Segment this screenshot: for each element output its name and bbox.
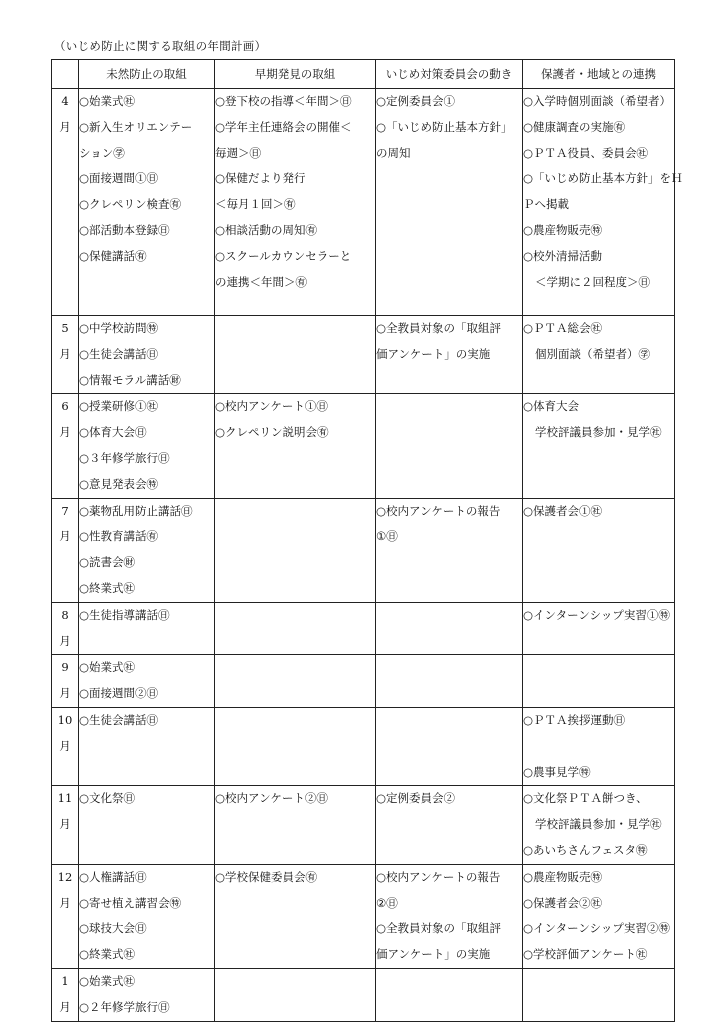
committee-item: ○定例委員会① <box>376 94 456 108</box>
prevention-item: ○中学校訪問㊕ <box>79 321 159 335</box>
detection-cell <box>215 864 376 968</box>
month-cell <box>52 89 79 316</box>
prevention-item: ○保健講話㊒ <box>79 248 147 263</box>
committee-item: の周知 <box>376 145 411 160</box>
month-label: 1 <box>61 973 69 988</box>
month-label: 月 <box>59 346 71 361</box>
community-item: ○体育大会 <box>523 399 580 414</box>
detection-cell <box>215 498 376 602</box>
prevention-item: ○意見発表会㊕ <box>79 476 159 491</box>
prevention-item: ○終業式㊓ <box>79 580 136 595</box>
committee-cell <box>376 394 523 498</box>
prevention-item: ○始業式㊓ <box>79 660 136 675</box>
header-prevention: 未然防止の取組 <box>79 60 215 89</box>
community-cell <box>523 602 675 655</box>
table-row <box>52 602 675 655</box>
detection-item: ○学校保健委員会㊒ <box>215 869 318 884</box>
community-item: ○農産物販売㊕ <box>523 869 603 884</box>
month-label: 11 <box>57 791 73 806</box>
community-item: ○校外清掃活動 <box>523 248 603 263</box>
prevention-item: ○面接週間①㊐ <box>79 171 159 186</box>
prevention-item: ○始業式㊓ <box>79 973 136 988</box>
plan-body <box>52 89 683 1022</box>
prevention-cell <box>79 707 215 785</box>
month-cell <box>52 655 79 708</box>
table-row <box>52 786 675 864</box>
detection-item: ○スクールカウンセラーと <box>215 248 352 263</box>
header-committee: いじめ対策委員会の動き <box>376 60 523 89</box>
table-row <box>52 968 675 1021</box>
committee-item: ②㊐ <box>376 895 398 910</box>
detection-cell <box>215 394 376 498</box>
prevention-cell <box>79 968 215 1021</box>
detection-item: ○校内アンケート②㊐ <box>215 791 328 806</box>
month-cell <box>52 968 79 1021</box>
prevention-cell <box>79 394 215 498</box>
committee-cell <box>376 89 523 316</box>
month-label: 5 <box>61 321 69 335</box>
month-label: 月 <box>59 895 71 910</box>
committee-item: ○校内アンケートの報告 <box>376 503 501 518</box>
community-cell <box>523 786 675 864</box>
detection-cell <box>215 89 376 316</box>
community-item: ○「いじめ防止基本方針」をＨ <box>523 171 683 186</box>
detection-item: ＜毎月１回＞㊒ <box>215 197 296 212</box>
month-label: 7 <box>61 503 69 518</box>
annual-plan-table <box>51 59 683 1022</box>
detection-item: ○校内アンケート①㊐ <box>215 399 328 414</box>
header-detection: 早期発見の取組 <box>215 60 376 89</box>
prevention-item: ○３年修学旅行㊐ <box>79 450 170 465</box>
prevention-item: ○クレペリン検査㊒ <box>79 197 182 212</box>
detection-item: ○クレペリン説明会㊒ <box>215 425 329 440</box>
detection-cell <box>215 707 376 785</box>
prevention-cell <box>79 864 215 968</box>
month-label: 9 <box>61 660 69 675</box>
prevention-item: ○授業研修①㊓ <box>79 399 159 414</box>
table-caption: （いじめ防止に関する取組の年間計画） <box>54 39 267 53</box>
table-row <box>52 394 675 498</box>
month-label: 月 <box>59 529 71 544</box>
month-cell <box>52 707 79 785</box>
month-cell <box>52 602 79 655</box>
prevention-item: ○球技大会㊐ <box>79 921 147 936</box>
month-label: 月 <box>59 686 71 701</box>
table-row <box>52 655 675 708</box>
prevention-item: ○読書会㊖ <box>79 555 136 570</box>
prevention-item: ○情報モラル講話㊖ <box>79 372 181 387</box>
detection-item: の連携＜年間＞㊒ <box>215 274 307 289</box>
table-row <box>52 498 675 602</box>
header-row <box>52 60 675 89</box>
month-cell <box>52 864 79 968</box>
community-item: ○文化祭ＰＴＡ餅つき、 <box>523 791 648 806</box>
committee-item: ○校内アンケートの報告 <box>376 869 501 884</box>
committee-cell <box>376 968 523 1021</box>
prevention-cell <box>79 316 215 394</box>
detection-item: ○学年主任連絡会の開催＜ <box>215 119 352 134</box>
community-item: ○農産物販売㊕ <box>523 222 603 237</box>
prevention-item: ○２年修学旅行㊐ <box>79 999 170 1014</box>
month-cell <box>52 394 79 498</box>
detection-cell <box>215 786 376 864</box>
community-item: ○保護者会②㊓ <box>523 895 603 910</box>
prevention-item: ○人権講話㊐ <box>79 869 147 884</box>
detection-item: ○相談活動の周知㊒ <box>215 222 318 237</box>
community-item: ○入学時個別面談（希望者） <box>523 94 672 108</box>
month-cell <box>52 498 79 602</box>
prevention-item: ○生徒会講話㊐ <box>79 346 159 361</box>
community-cell <box>523 864 675 968</box>
community-cell <box>523 968 675 1021</box>
community-item: Ｐへ掲載 <box>523 197 569 212</box>
detection-item: ○保健だより発行 <box>215 171 306 186</box>
month-label: 月 <box>59 425 71 440</box>
prevention-cell <box>79 498 215 602</box>
prevention-item: ○生徒指導講話㊐ <box>79 607 170 622</box>
prevention-item: ○終業式㊓ <box>79 947 136 962</box>
detection-cell <box>215 655 376 708</box>
community-item: ○ＰＴＡ総会㊓ <box>523 321 603 335</box>
committee-cell <box>376 316 523 394</box>
prevention-item: ○始業式㊓ <box>79 94 136 108</box>
month-label: 6 <box>61 399 69 414</box>
month-label: 10 <box>57 712 73 727</box>
prevention-item: ○新入生オリエンテー <box>79 119 193 134</box>
detection-cell <box>215 602 376 655</box>
committee-item: ○「いじめ防止基本方針」 <box>376 119 513 134</box>
community-item: ○あいちさんフェスタ㊕ <box>523 842 648 857</box>
community-item: ○インターンシップ実習②㊕ <box>523 921 670 936</box>
month-label: 月 <box>59 633 71 648</box>
prevention-item: ○寄せ植え講習会㊕ <box>79 895 182 910</box>
community-cell <box>523 655 675 708</box>
header-community: 保護者・地域との連携 <box>523 60 675 89</box>
prevention-item: ○性教育講話㊒ <box>79 529 159 544</box>
committee-item: 価アンケート」の実施 <box>376 947 491 962</box>
community-item <box>523 734 674 760</box>
prevention-item: ション㊫ <box>79 145 125 160</box>
month-label: 月 <box>59 738 71 753</box>
community-cell <box>523 498 675 602</box>
month-label: 月 <box>59 817 71 832</box>
detection-cell <box>215 316 376 394</box>
prevention-item: ○体育大会㊐ <box>79 425 147 440</box>
month-label: 8 <box>61 607 69 622</box>
committee-cell <box>376 707 523 785</box>
prevention-cell <box>79 602 215 655</box>
community-item: ○ＰＴＡ役員、委員会㊓ <box>523 145 649 160</box>
header-month <box>52 60 79 89</box>
month-label: 4 <box>61 94 69 108</box>
month-cell <box>52 786 79 864</box>
detection-item: 毎週＞㊐ <box>215 145 261 160</box>
prevention-item: ○面接週間②㊐ <box>79 686 159 701</box>
community-item: ○ＰＴＡ挨拶運動㊐ <box>523 712 626 727</box>
detection-cell <box>215 968 376 1021</box>
community-cell <box>523 316 675 394</box>
committee-item: 価アンケート」の実施 <box>376 346 491 361</box>
community-cell <box>523 394 675 498</box>
community-item: ○学校評価アンケート㊓ <box>523 947 648 962</box>
table-row <box>52 316 675 394</box>
community-item: 個別面談（希望者）㊫ <box>535 346 650 361</box>
community-item: ○健康調査の実施㊒ <box>523 119 626 134</box>
committee-item: ○全教員対象の「取組評 <box>376 321 502 335</box>
table-row <box>52 864 675 968</box>
prevention-cell <box>79 786 215 864</box>
community-item: 学校評議員参加・見学㊓ <box>535 425 662 440</box>
committee-cell <box>376 786 523 864</box>
community-item: ○インターンシップ実習①㊕ <box>523 607 670 622</box>
committee-item: ○全教員対象の「取組評 <box>376 921 502 936</box>
prevention-item: ○生徒会講話㊐ <box>79 712 159 727</box>
committee-item: ①㊐ <box>376 529 398 544</box>
committee-cell <box>376 864 523 968</box>
community-cell <box>523 707 675 785</box>
month-cell <box>52 316 79 394</box>
committee-cell <box>376 655 523 708</box>
committee-cell <box>376 498 523 602</box>
detection-item: ○登下校の指導＜年間＞㊐ <box>215 94 352 108</box>
prevention-item: ○部活動本登録㊐ <box>79 222 170 237</box>
committee-cell <box>376 602 523 655</box>
community-item: ○保護者会①㊓ <box>523 503 603 518</box>
prevention-item: ○文化祭㊐ <box>79 791 136 806</box>
prevention-cell <box>79 89 215 316</box>
community-item: 学校評議員参加・見学㊓ <box>535 817 662 832</box>
community-cell <box>523 89 683 316</box>
month-label: 月 <box>59 999 71 1014</box>
committee-item: ○定例委員会② <box>376 791 456 806</box>
prevention-item: ○薬物乱用防止講話㊐ <box>79 503 193 518</box>
month-label: 月 <box>59 119 71 134</box>
community-item: ＜学期に２回程度＞㊐ <box>535 274 650 289</box>
table-row <box>52 89 675 316</box>
community-item: ○農事見学㊕ <box>523 764 591 779</box>
month-label: 12 <box>57 869 73 884</box>
prevention-cell <box>79 655 215 708</box>
table-row <box>52 707 675 785</box>
